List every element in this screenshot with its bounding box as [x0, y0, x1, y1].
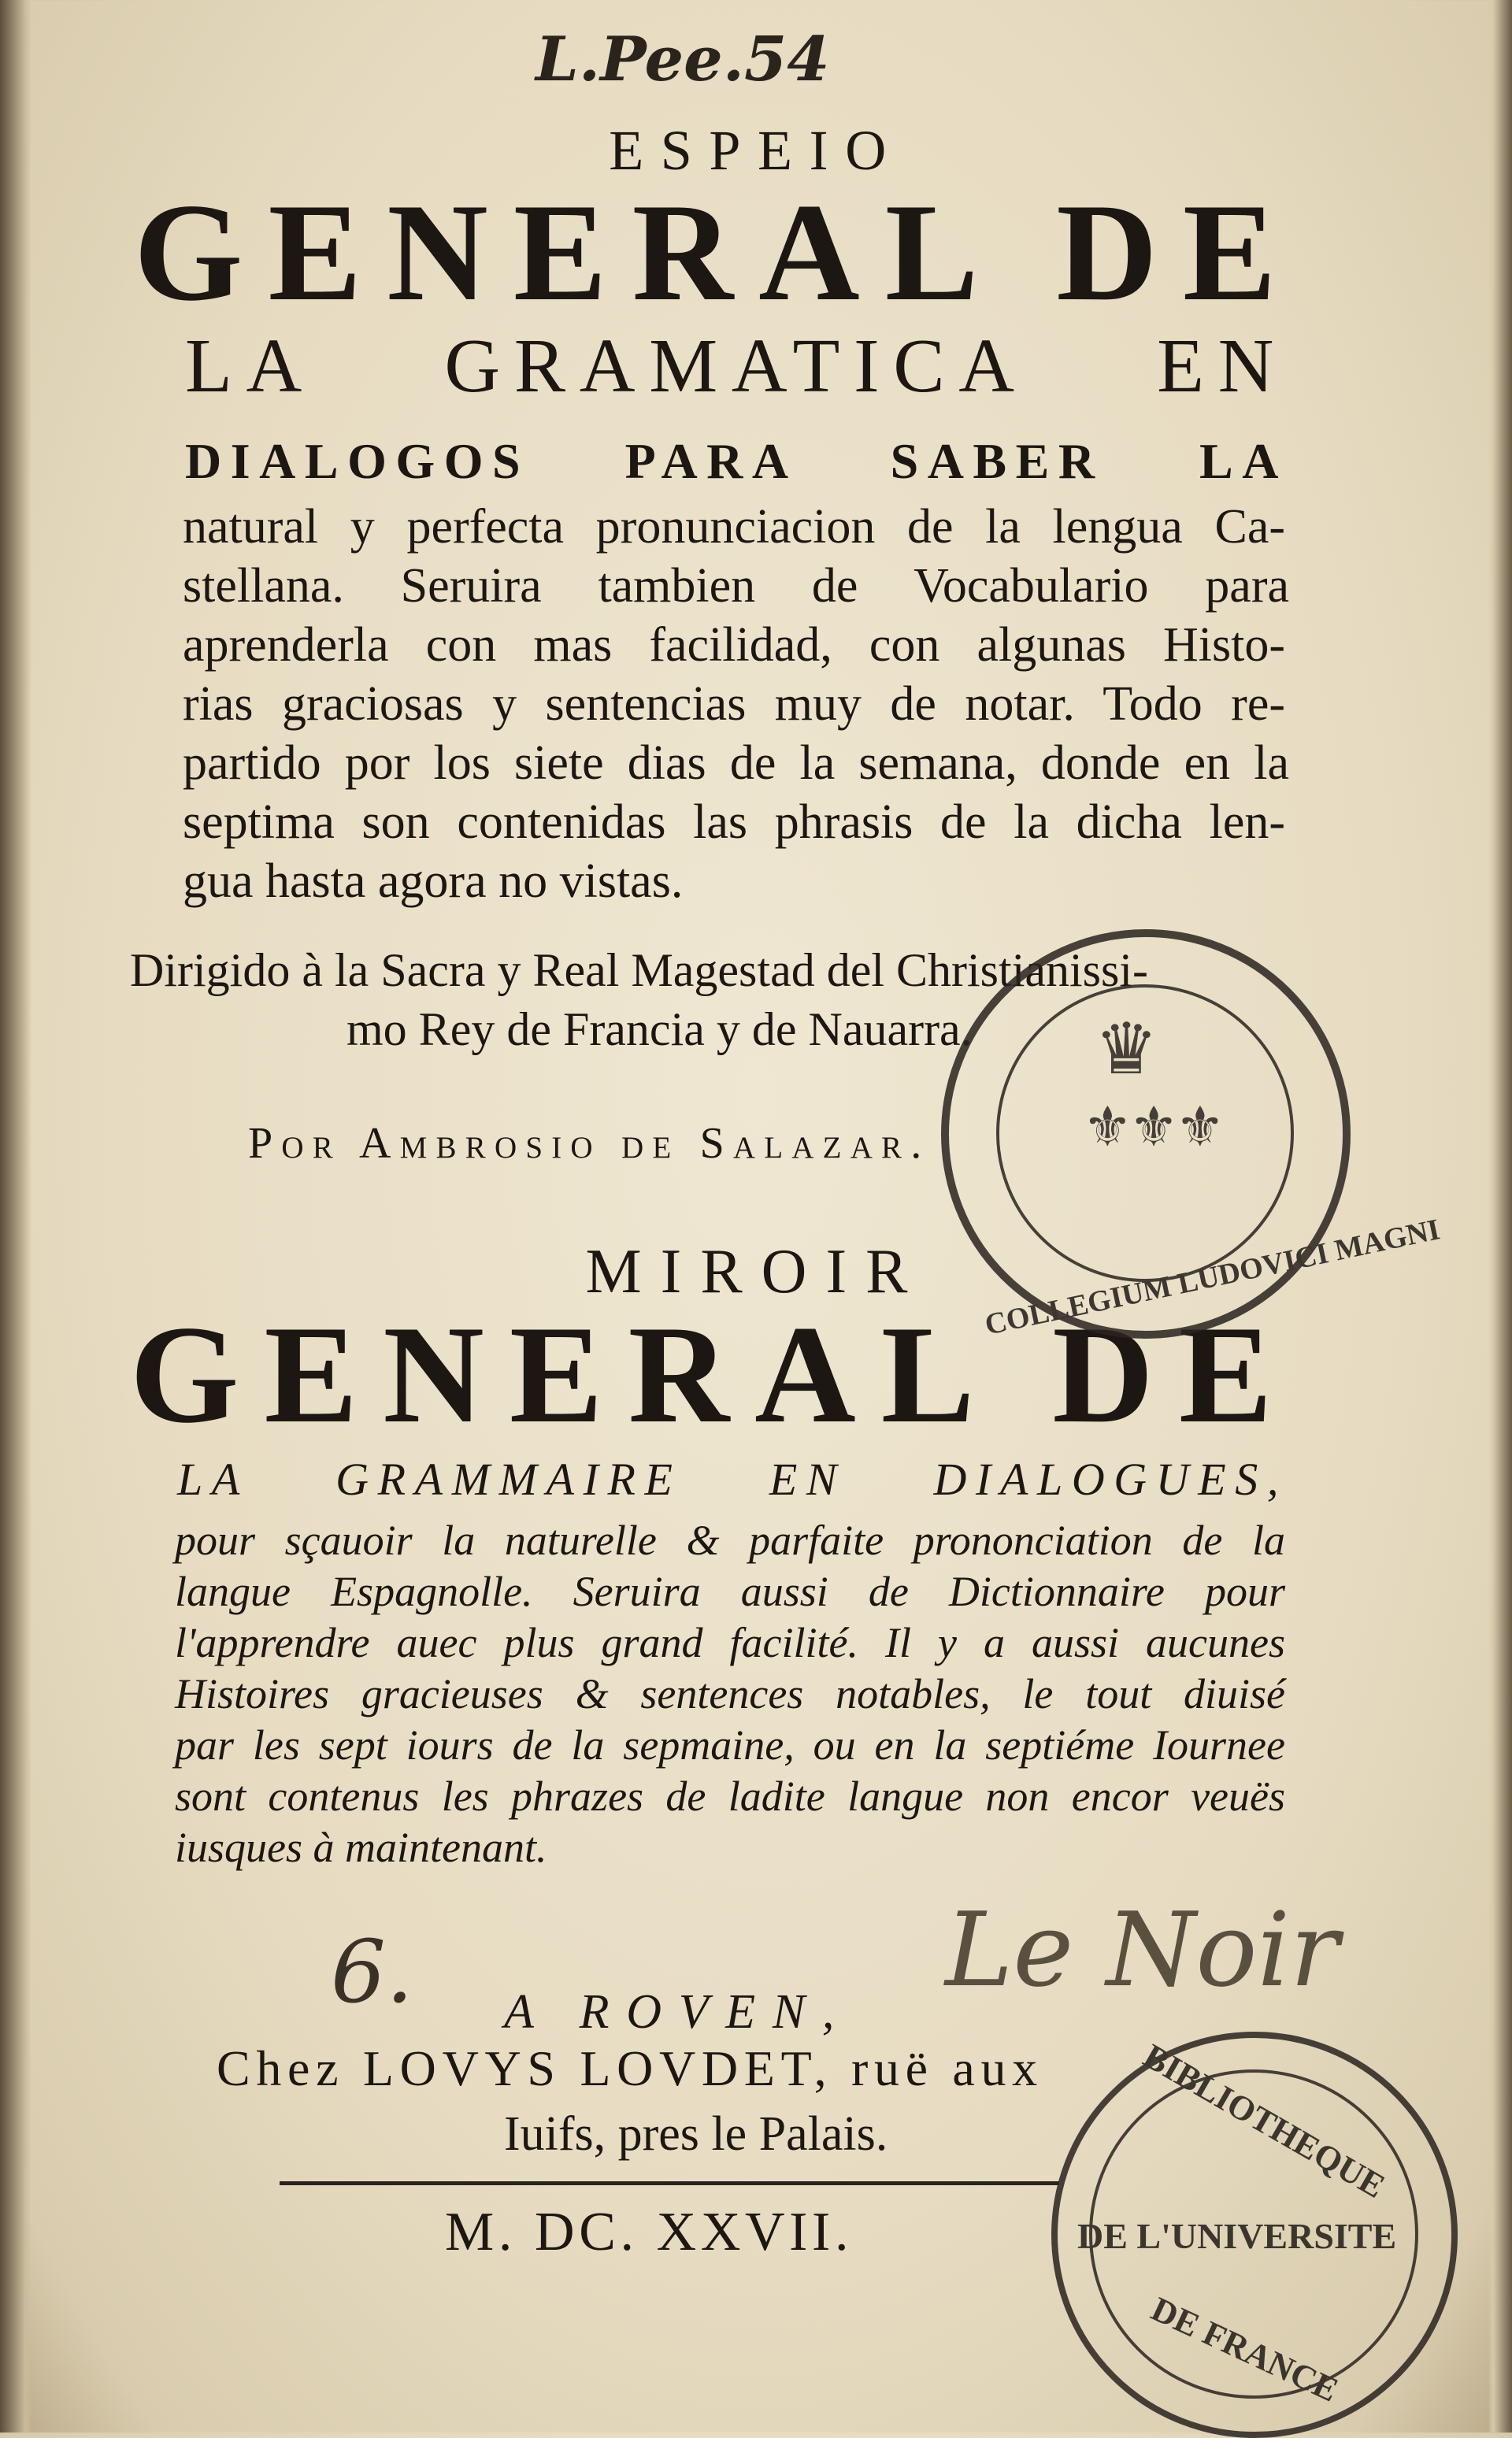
french-body-line: Histoires gracieuses & sentences notables, le tout diuisé	[175, 1670, 1285, 1717]
french-title-line3: LA GRAMMAIRE EN DIALOGUES,	[177, 1454, 1288, 1505]
french-title-line1: MIROIR	[585, 1237, 927, 1306]
library-stamp	[1051, 2032, 1458, 2438]
handwritten-name: Le Noir	[945, 1890, 1340, 2010]
french-body-line: l'apprendre auec plus grand facilité. Il y a aussi aucunes	[175, 1619, 1285, 1666]
library-stamp-bottom: DE FRANCE	[1145, 2289, 1344, 2410]
spanish-body-line: septima son contenidas las phrasis de la dicha len-	[183, 795, 1285, 849]
dedication-line: mo Rey de Francia y de Nauarra.	[346, 1003, 973, 1055]
library-stamp-top: BIBLIOTHEQUE	[1136, 2036, 1392, 2206]
imprint-printer: Chez LOVYS LOVDET, ruë aux	[217, 2040, 1043, 2096]
imprint-address: Iuifs, pres le Palais.	[504, 2107, 888, 2161]
french-body-line: par les sept iours de la sepmaine, ou en la septiéme Iournee	[175, 1721, 1285, 1769]
spanish-body-line: stellana. Seruira tambien de Vocabulario para	[183, 559, 1289, 613]
spanish-title-line4: DIALOGOS PARA SABER LA	[185, 433, 1288, 489]
spanish-title-line3: LA GRAMATICA EN	[185, 324, 1288, 409]
spanish-title-line2: GENERAL DE	[134, 174, 1302, 330]
spanish-title-line1: ESPEIO	[609, 119, 903, 182]
imprint-year: M. DC. XXVII.	[445, 2202, 854, 2262]
french-body-line: iusques à maintenant.	[175, 1824, 547, 1871]
spanish-body-line: rias graciosas y sentencias muy de notar. Todo re-	[183, 677, 1285, 731]
imprint-place: A ROVEN,	[504, 1985, 852, 2039]
spanish-body-line: aprenderla con mas facilidad, con algunas Histo-	[183, 618, 1285, 672]
shelfmark: L.Pee.54	[536, 24, 830, 95]
handwritten-number: 6.	[331, 1921, 413, 2022]
spanish-body-line: natural y perfecta pronunciacion de la lengua Ca-	[183, 500, 1285, 554]
french-body-line: langue Espagnolle. Seruira aussi de Dictionnaire pour	[175, 1568, 1285, 1615]
page-edge-left	[0, 0, 32, 2432]
college-stamp	[941, 929, 1443, 1342]
spanish-body-line: gua hasta agora no vistas.	[183, 854, 684, 908]
dedication-line: Dirigido à la Sacra y Real Magestad del Christianissi-	[130, 944, 1149, 996]
library-stamp-middle: DE L'UNIVERSITE	[1077, 2216, 1397, 2256]
french-body-line: pour sçauoir la naturelle & parfaite prononciation de la	[175, 1517, 1285, 1564]
french-title-line2: GENERAL DE	[130, 1296, 1298, 1452]
page-edge-right	[1488, 0, 1512, 2432]
imprint-rule	[280, 2181, 1059, 2185]
spanish-body-line: partido por los siete dias de la semana, donde en la	[183, 736, 1289, 790]
fleur-de-lis-icon: ⚜⚜⚜	[1083, 1098, 1222, 1158]
college-stamp-text: COLLEGIUM LUDOVICI MAGNI	[982, 1213, 1443, 1342]
crown-icon: ♛	[1095, 1011, 1158, 1089]
author-line: Por Ambrosio de Salazar.	[248, 1119, 931, 1168]
french-body-line: sont contenus les phrazes de ladite langue non encor veuës	[175, 1773, 1285, 1820]
